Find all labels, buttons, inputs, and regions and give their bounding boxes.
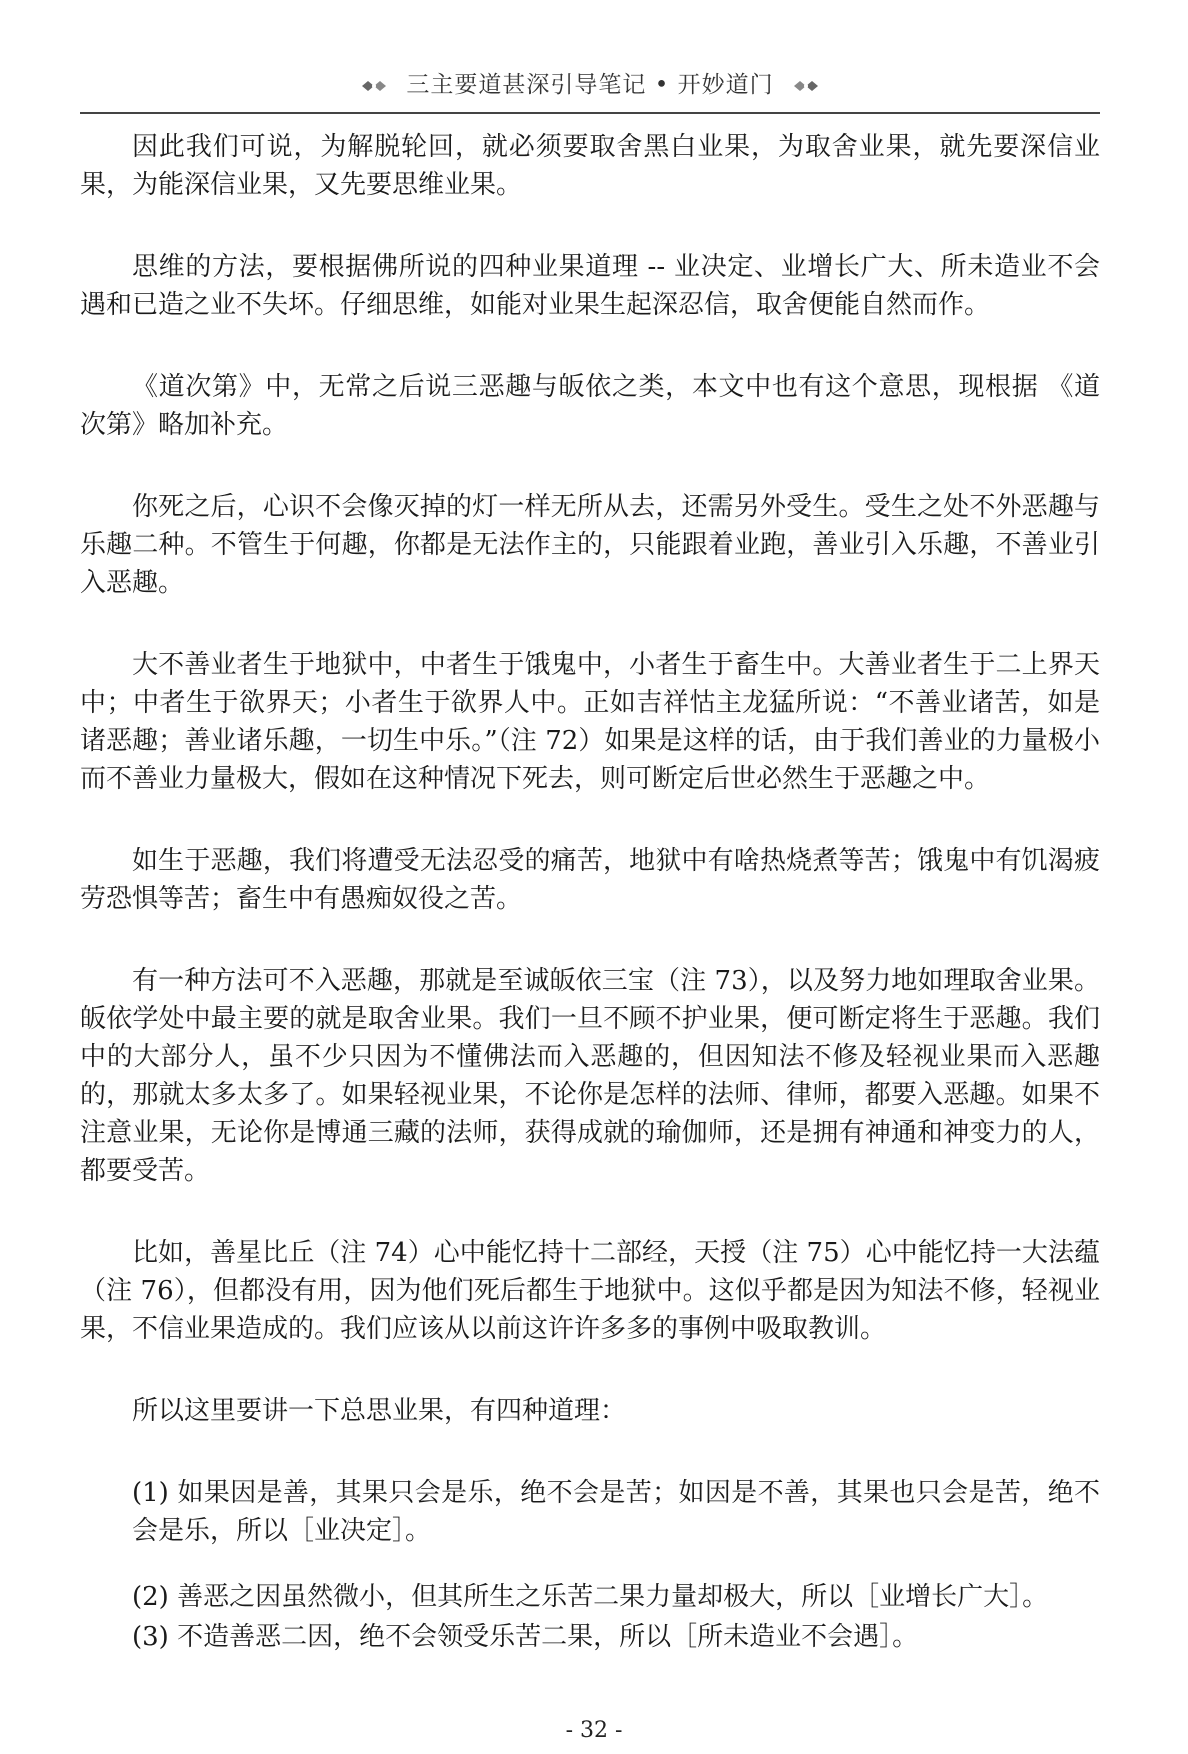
header-rule [80,112,1100,114]
paragraph-1: 因此我们可说，为解脱轮回，就必须要取舍黑白业果，为取舍业果，就先要深信业果，为能深信业果，又先要思维业果。 [80,132,1100,200]
paragraph-9: 所以这里要讲一下总思业果，有四种道理： [132,1396,627,1426]
ornament-left-icon [360,80,388,92]
paragraph-8: 比如，善星比丘（注 74）心中能忆持十二部经，天授（注 75）心中能忆持一大法蕴（注 76），但都没有用，因为他们死后都生于地狱中。这似乎都是因为知法不修，轻视业果，不信业果造成的。我们应该从以前这许许多多的事例中吸取教训。 [80,1238,1100,1344]
paragraph-3: 《道次第》中，无常之后说三恶趣与皈依之类，本文中也有这个意思，现根据 《道次第》略加补充。 [80,372,1100,440]
list-item-2: (2) 善恶之因虽然微小，但其所生之乐苦二果力量却极大，所以［业增长广大］。 [132,1582,1049,1612]
page-number: - 32 - [565,1718,623,1743]
paragraph-6: 如生于恶趣，我们将遭受无法忍受的痛苦，地狱中有啥热烧煮等苦；饿鬼中有饥渴疲劳恐惧等苦；畜生中有愚痴奴役之苦。 [80,846,1100,914]
paragraph-4: 你死之后，心识不会像灭掉的灯一样无所从去，还需另外受生。受生之处不外恶趣与乐趣二种。不管生于何趣，你都是无法作主的，只能跟着业跑，善业引入乐趣，不善业引入恶趣。 [80,492,1100,598]
header-title: 三主要道甚深引导笔记 • 开妙道门 [406,72,774,98]
page-body [80,128,1100,1700]
list-item-1: (1) 如果因是善，其果只会是乐，绝不会是苦；如因是不善，其果也只会是苦，绝不会是乐，所以［业决定］。 [132,1478,1100,1546]
running-header [80,66,1100,99]
ornament-right-icon [792,80,820,92]
paragraph-2: 思维的方法，要根据佛所说的四种业果道理 -- 业决定、业增长广大、所未造业不会遇和已造之业不失坏。仔细思维，如能对业果生起深忍信，取舍便能自然而作。 [80,252,1100,320]
paragraph-7: 有一种方法可不入恶趣，那就是至诚皈依三宝（注 73），以及努力地如理取舍业果。皈依学处中最主要的就是取舍业果。我们一旦不顾不护业果，便可断定将生于恶趣。我们中的大部分人，虽不少只因为不懂佛法而入恶趣的，但因知法不修及轻视业果而入恶趣的，那就太多太多了。如果轻视业果，不论你是怎样的法师、律师，都要入恶趣。如果不注意业果，无论你是博通三藏的法师，获得成就的瑜伽师，还是拥有神通和神变力的人，都要受苦。 [80,966,1100,1186]
list-item-3: (3) 不造善恶二因，绝不会领受乐苦二果，所以［所未造业不会遇］。 [132,1622,919,1652]
paragraph-5: 大不善业者生于地狱中，中者生于饿鬼中，小者生于畜生中。大善业者生于二上界天中；中者生于欲界天；小者生于欲界人中。正如吉祥怙主龙猛所说：“不善业诸苦，如是诸恶趣；善业诸乐趣，一切生中乐。”（注 72）如果是这样的话，由于我们善业的力量极小而不善业力量极大，假如在这种情况下死去，则可断定后世必然生于恶趣之中。 [80,650,1100,794]
